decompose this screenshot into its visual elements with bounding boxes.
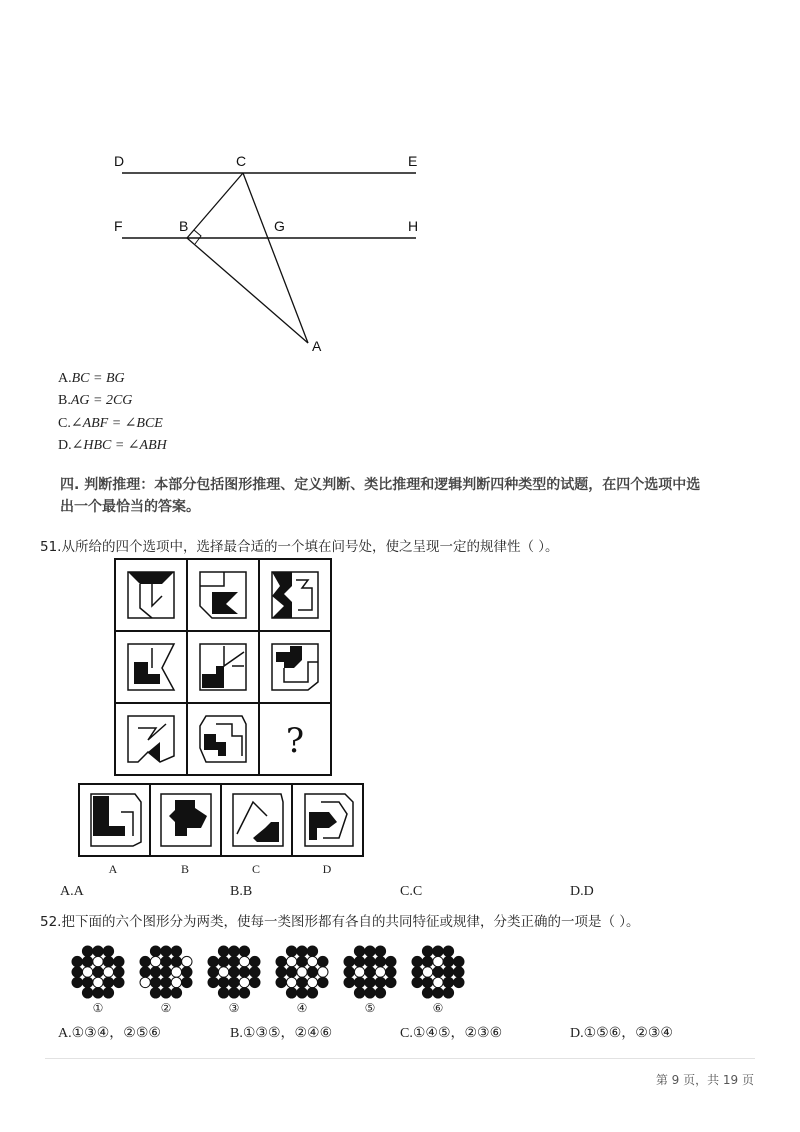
q52-answer-b[interactable]: B.①③⑤，②④⑥ bbox=[230, 1026, 333, 1041]
dot bbox=[171, 967, 181, 977]
dot bbox=[354, 946, 364, 956]
q51-answer-a[interactable]: A.A bbox=[60, 884, 84, 899]
dot bbox=[297, 946, 307, 956]
dot bbox=[114, 967, 124, 977]
option-expression: ∠HBC = ∠ABH bbox=[71, 438, 167, 453]
q50-option-b[interactable] bbox=[58, 393, 132, 409]
figure-number-2: ② bbox=[160, 1001, 172, 1015]
dot-figure-5 bbox=[344, 946, 396, 998]
dot bbox=[375, 967, 385, 977]
dot bbox=[150, 946, 160, 956]
dot bbox=[375, 988, 385, 998]
dot bbox=[422, 977, 432, 987]
question-mark: ? bbox=[285, 721, 305, 761]
q51-answer-b[interactable]: B.B bbox=[230, 884, 253, 899]
q52-answer-d[interactable]: D.①⑤⑥，②③④ bbox=[570, 1026, 673, 1041]
option-letter: B. bbox=[58, 393, 71, 408]
dot bbox=[412, 977, 422, 987]
dot bbox=[375, 946, 385, 956]
dot bbox=[433, 967, 443, 977]
dot bbox=[433, 977, 443, 987]
figure-number-6: ⑥ bbox=[432, 1001, 444, 1015]
dot bbox=[454, 956, 464, 966]
dot bbox=[250, 956, 260, 966]
dot bbox=[307, 946, 317, 956]
option-letter: D. bbox=[58, 438, 72, 453]
dot bbox=[161, 956, 171, 966]
footer-divider bbox=[45, 1058, 755, 1059]
dot bbox=[433, 956, 443, 966]
dot bbox=[239, 977, 249, 987]
dot bbox=[365, 946, 375, 956]
q52-dot-figures bbox=[68, 944, 478, 1018]
q50-option-a[interactable] bbox=[58, 371, 125, 387]
dot bbox=[93, 988, 103, 998]
dot bbox=[161, 946, 171, 956]
dot bbox=[354, 977, 364, 987]
dot bbox=[182, 967, 192, 977]
q51-answer-d[interactable]: D.D bbox=[570, 884, 594, 899]
dot bbox=[443, 977, 453, 987]
dot bbox=[386, 956, 396, 966]
q50-option-d[interactable] bbox=[58, 437, 167, 454]
dot bbox=[354, 988, 364, 998]
dot bbox=[140, 967, 150, 977]
dot-figure-3 bbox=[208, 946, 260, 998]
dot bbox=[103, 977, 113, 987]
label-H: H bbox=[408, 218, 419, 234]
dot bbox=[208, 977, 218, 987]
dot bbox=[286, 988, 296, 998]
dot bbox=[354, 956, 364, 966]
label-B: B bbox=[179, 218, 189, 234]
dot bbox=[443, 988, 453, 998]
dot bbox=[443, 956, 453, 966]
dot bbox=[239, 967, 249, 977]
dot bbox=[443, 946, 453, 956]
dot bbox=[182, 977, 192, 987]
dot bbox=[208, 967, 218, 977]
dot bbox=[433, 988, 443, 998]
answer-label-b: B bbox=[180, 862, 190, 876]
dot bbox=[150, 977, 160, 987]
dot bbox=[218, 946, 228, 956]
dot bbox=[344, 956, 354, 966]
dot bbox=[72, 967, 82, 977]
dot bbox=[218, 977, 228, 987]
dot bbox=[412, 956, 422, 966]
label-E: E bbox=[408, 153, 418, 169]
dot bbox=[443, 967, 453, 977]
dot bbox=[229, 956, 239, 966]
dot bbox=[103, 946, 113, 956]
dot bbox=[171, 977, 181, 987]
section-four-heading bbox=[60, 474, 760, 518]
q52-stem: 52.把下面的六个图形分为两类，使每一类图形都有各自的共同特征或规律，分类正确的一项是（ ）。 bbox=[40, 914, 640, 930]
dot bbox=[307, 956, 317, 966]
q51-puzzle-grid bbox=[112, 556, 337, 781]
dot bbox=[375, 977, 385, 987]
label-G: G bbox=[274, 218, 285, 234]
option-letter: C. bbox=[58, 416, 71, 431]
page-number: 第 9 页，共 19 页 bbox=[655, 1073, 754, 1087]
dot bbox=[297, 977, 307, 987]
dot bbox=[171, 946, 181, 956]
dot bbox=[239, 946, 249, 956]
dot bbox=[218, 988, 228, 998]
dot bbox=[286, 967, 296, 977]
dot bbox=[239, 988, 249, 998]
section-heading-line2: 出一个最恰当的答案。 bbox=[60, 499, 200, 515]
label-D: D bbox=[114, 153, 125, 169]
q51-answer-c[interactable]: C.C bbox=[400, 884, 423, 899]
dot bbox=[307, 967, 317, 977]
dot bbox=[218, 956, 228, 966]
q51-answer-figures bbox=[77, 782, 367, 878]
dot bbox=[318, 956, 328, 966]
dot bbox=[103, 988, 113, 998]
dot bbox=[307, 988, 317, 998]
dot bbox=[140, 956, 150, 966]
dot bbox=[297, 967, 307, 977]
dot bbox=[82, 977, 92, 987]
option-expression: BC = BG bbox=[71, 371, 125, 386]
dot bbox=[140, 977, 150, 987]
figure-number-5: ⑤ bbox=[364, 1001, 376, 1015]
dot bbox=[365, 988, 375, 998]
option-letter: A. bbox=[58, 371, 72, 386]
dot bbox=[412, 967, 422, 977]
dot bbox=[93, 956, 103, 966]
dot bbox=[229, 988, 239, 998]
section-heading-line1: 四. 判断推理：本部分包括图形推理、定义判断、类比推理和逻辑判断四种类型的试题，在四个选项中选 bbox=[60, 477, 701, 493]
dot bbox=[150, 956, 160, 966]
option-expression: ∠ABF = ∠BCE bbox=[70, 416, 163, 431]
answer-label-c: C bbox=[251, 862, 261, 876]
dot bbox=[114, 977, 124, 987]
dot bbox=[150, 967, 160, 977]
dot bbox=[114, 956, 124, 966]
dot bbox=[239, 956, 249, 966]
dot bbox=[208, 956, 218, 966]
dot bbox=[93, 946, 103, 956]
figure-number-4: ④ bbox=[296, 1001, 308, 1015]
dot bbox=[454, 967, 464, 977]
dot bbox=[365, 967, 375, 977]
dot bbox=[286, 977, 296, 987]
answer-label-a: A bbox=[108, 862, 118, 876]
dot-figure-2 bbox=[140, 946, 192, 998]
dot bbox=[103, 967, 113, 977]
dot bbox=[171, 956, 181, 966]
dot bbox=[286, 946, 296, 956]
q50-option-c[interactable] bbox=[58, 415, 163, 432]
q51-stem: 51.从所给的四个选项中，选择最合适的一个填在问号处，使之呈现一定的规律性（ ）。 bbox=[40, 539, 559, 555]
dot bbox=[297, 956, 307, 966]
dot-figure-4 bbox=[276, 946, 328, 998]
dot bbox=[365, 977, 375, 987]
dot bbox=[218, 967, 228, 977]
dot bbox=[375, 956, 385, 966]
q52-answer-c[interactable]: C.①④⑤，②③⑥ bbox=[400, 1026, 503, 1041]
dot bbox=[229, 946, 239, 956]
dot bbox=[229, 967, 239, 977]
dot bbox=[229, 977, 239, 987]
label-A: A bbox=[312, 338, 322, 354]
dot bbox=[422, 946, 432, 956]
dot bbox=[344, 967, 354, 977]
figure-number-3: ③ bbox=[228, 1001, 240, 1015]
dot bbox=[422, 956, 432, 966]
answer-label-d: D bbox=[322, 862, 332, 876]
dot bbox=[93, 977, 103, 987]
dot bbox=[182, 956, 192, 966]
q52-answer-a[interactable]: A.①③④，②⑤⑥ bbox=[58, 1026, 161, 1041]
dot bbox=[386, 977, 396, 987]
dot bbox=[82, 946, 92, 956]
dot bbox=[250, 977, 260, 987]
dot bbox=[82, 967, 92, 977]
option-expression: AG = 2CG bbox=[70, 393, 133, 408]
dot-figure-6 bbox=[412, 946, 464, 998]
dot bbox=[276, 967, 286, 977]
figure-number-1: ① bbox=[92, 1001, 104, 1015]
dot bbox=[72, 977, 82, 987]
dot bbox=[161, 988, 171, 998]
dot bbox=[82, 988, 92, 998]
dot bbox=[307, 977, 317, 987]
dot bbox=[286, 956, 296, 966]
dot bbox=[422, 967, 432, 977]
dot bbox=[82, 956, 92, 966]
dot bbox=[354, 967, 364, 977]
dot bbox=[365, 956, 375, 966]
dot bbox=[161, 967, 171, 977]
dot bbox=[161, 977, 171, 987]
dot bbox=[250, 967, 260, 977]
dot bbox=[422, 988, 432, 998]
dot bbox=[344, 977, 354, 987]
dot bbox=[433, 946, 443, 956]
dot bbox=[93, 967, 103, 977]
geometry-figure bbox=[100, 145, 430, 360]
dot-figure-1 bbox=[72, 946, 124, 998]
dot bbox=[103, 956, 113, 966]
dot bbox=[454, 977, 464, 987]
dot bbox=[297, 988, 307, 998]
dot bbox=[318, 967, 328, 977]
dot bbox=[386, 967, 396, 977]
label-F: F bbox=[114, 218, 123, 234]
dot bbox=[150, 988, 160, 998]
label-C: C bbox=[236, 153, 247, 169]
dot bbox=[72, 956, 82, 966]
dot bbox=[318, 977, 328, 987]
dot bbox=[276, 956, 286, 966]
dot bbox=[171, 988, 181, 998]
dot bbox=[276, 977, 286, 987]
